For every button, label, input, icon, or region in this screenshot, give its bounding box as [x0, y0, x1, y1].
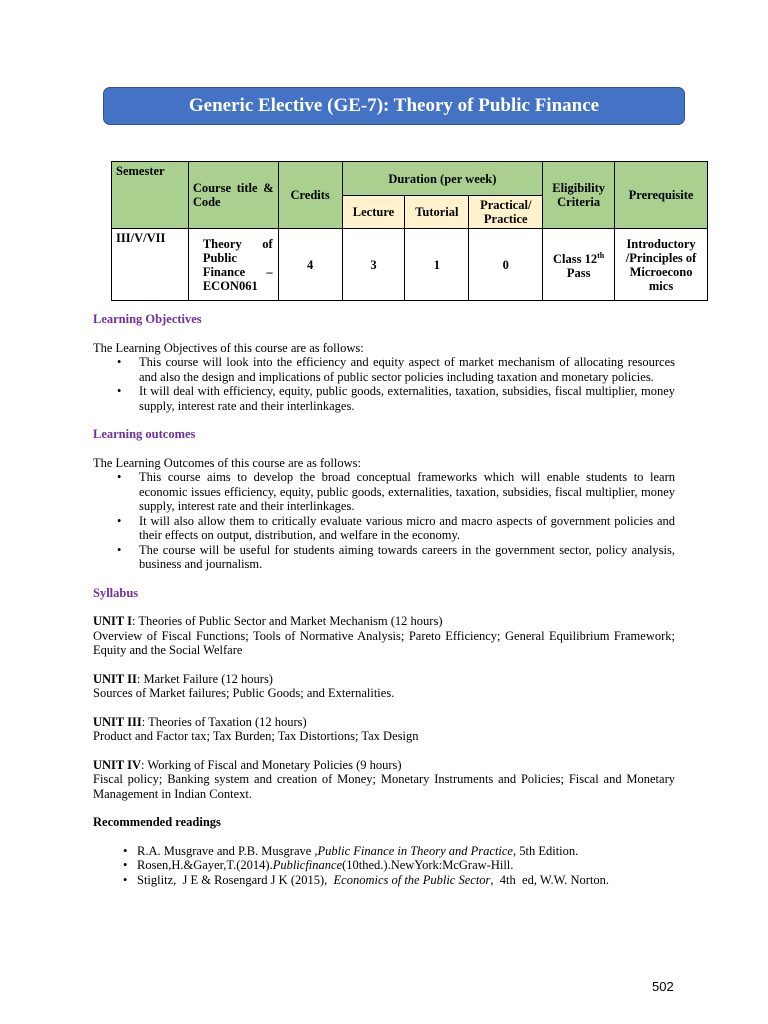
unit-title: [93, 614, 675, 629]
unit-body: Fiscal policy; Banking system and creation of Money; Monetary Instruments and Policies; Fiscal and Monetary Management in Indian Context.: [93, 772, 675, 801]
reading-title: Publicfinance: [272, 858, 343, 872]
cell-eligibility: [543, 229, 615, 301]
unit-label: UNIT III: [93, 714, 142, 729]
header-credits: Credits: [278, 162, 342, 229]
unit-title: [93, 715, 675, 730]
cell-tutorial: 1: [405, 229, 469, 301]
unit-title: [93, 758, 675, 773]
unit-title-text: : Market Failure (12 hours): [136, 671, 273, 686]
header-course-title: Course title & Code: [188, 162, 278, 229]
list-item: [137, 873, 675, 888]
cell-practical: 0: [469, 229, 543, 301]
course-line-3: Finance –: [202, 264, 273, 279]
unit-1: [93, 614, 675, 658]
header-practical: Practical/ Practice: [469, 196, 543, 229]
unit-label: UNIT II: [93, 671, 137, 686]
cell-lecture: 3: [342, 229, 405, 301]
outcomes-list: [93, 470, 675, 572]
unit-4: [93, 758, 675, 802]
eligibility-sup: th: [597, 250, 605, 260]
objectives-list: [93, 355, 675, 413]
header-lecture: Lecture: [342, 196, 405, 229]
header-eligibility: Eligibility Criteria: [543, 162, 615, 229]
reading-author: Rosen,H.&Gayer,T.(2014).: [137, 858, 273, 872]
course-line-4: ECON061: [202, 278, 258, 293]
course-details-table: [111, 161, 708, 301]
list-item: [137, 858, 675, 873]
outcomes-heading: Learning outcomes: [93, 427, 196, 441]
list-item: • This course aims to develop the broad conceptual frameworks which will enable students to learn economic issues efficiency, equity, public goods, externalities, taxation, subsidies, fiscal multiplier, money supply, interest rate and their interlinkages.: [139, 470, 675, 514]
unit-title-text: : Theories of Taxation (12 hours): [141, 714, 307, 729]
reading-edition: , 4th ed, W.W. Norton.: [490, 872, 610, 887]
header-duration: Duration (per week): [342, 162, 543, 196]
unit-label: UNIT I: [93, 614, 133, 628]
eligibility-pass: Pass: [566, 266, 591, 281]
unit-title: [93, 672, 675, 687]
cell-semester: III/V/VII: [112, 229, 189, 301]
list-item: • It will also allow them to critically evaluate various micro and macro aspects of government policies and their effects on output, distribution, and welfare in the economy.: [139, 514, 675, 543]
list-item: [137, 844, 675, 859]
objectives-heading: Learning Objectives: [93, 312, 202, 326]
cell-prerequisite: Introductory /Principles of Microecono mics: [615, 229, 708, 301]
unit-2: [93, 672, 675, 701]
unit-body: Product and Factor tax; Tax Burden; Tax Distortions; Tax Design: [93, 729, 419, 743]
syllabus-heading: Syllabus: [93, 585, 139, 600]
header-prerequisite: Prerequisite: [615, 162, 708, 229]
reading-author: Stiglitz, J E & Rosengard J K (2015),: [137, 872, 334, 887]
list-item: • It will deal with efficiency, equity, public goods, externalities, taxation, subsidies, fiscal multiplier, money supply, interest rate and their interlinkages.: [139, 384, 675, 413]
unit-label: UNIT IV: [93, 757, 142, 772]
page-title: Generic Elective (GE-7): Theory of Public Finance: [103, 87, 685, 125]
course-line-2: Public: [202, 250, 237, 265]
unit-title-text: : Theories of Public Sector and Market Mechanism (12 hours): [132, 614, 443, 628]
list-item: • This course will look into the efficiency and equity aspect of market mechanism of allocating resources and also the design and implications of public sector policies including taxation and monetary policies.: [139, 355, 675, 384]
unit-title-text: : Working of Fiscal and Monetary Policies (9 hours): [141, 757, 402, 772]
reading-title: Economics of the Public Sector: [333, 872, 491, 887]
reading-title: Public Finance in Theory and Practice: [317, 843, 513, 858]
page-number: 502: [652, 979, 674, 994]
readings-heading: Recommended readings: [93, 815, 221, 829]
header-semester: Semester: [112, 162, 189, 229]
unit-body: Sources of Market failures; Public Goods; and Externalities.: [93, 686, 395, 700]
readings-list: [93, 844, 675, 888]
page-content: [93, 312, 675, 887]
list-item: • The course will be useful for students aiming towards careers in the government sector, policy analysis, business and journalism.: [139, 543, 675, 572]
reading-edition: , 5th Edition.: [512, 843, 579, 858]
header-tutorial: Tutorial: [405, 196, 469, 229]
unit-3: [93, 715, 675, 744]
reading-edition: (10thed.).NewYork:McGraw-Hill.: [342, 858, 514, 872]
cell-course-title: [188, 229, 278, 301]
reading-author: R.A. Musgrave and P.B. Musgrave ,: [137, 843, 318, 858]
cell-credits: 4: [278, 229, 342, 301]
recommended-readings: [93, 815, 675, 887]
course-line-1: Theory of: [202, 236, 273, 251]
eligibility-class: Class 12: [553, 252, 598, 267]
unit-body: Overview of Fiscal Functions; Tools of Normative Analysis; Pareto Efficiency; General Equilibrium Framework; Equity and the Social Welfare: [93, 628, 675, 657]
objectives-intro: The Learning Objectives of this course are as follows:: [93, 340, 364, 355]
outcomes-intro: The Learning Outcomes of this course are as follows:: [93, 455, 361, 470]
